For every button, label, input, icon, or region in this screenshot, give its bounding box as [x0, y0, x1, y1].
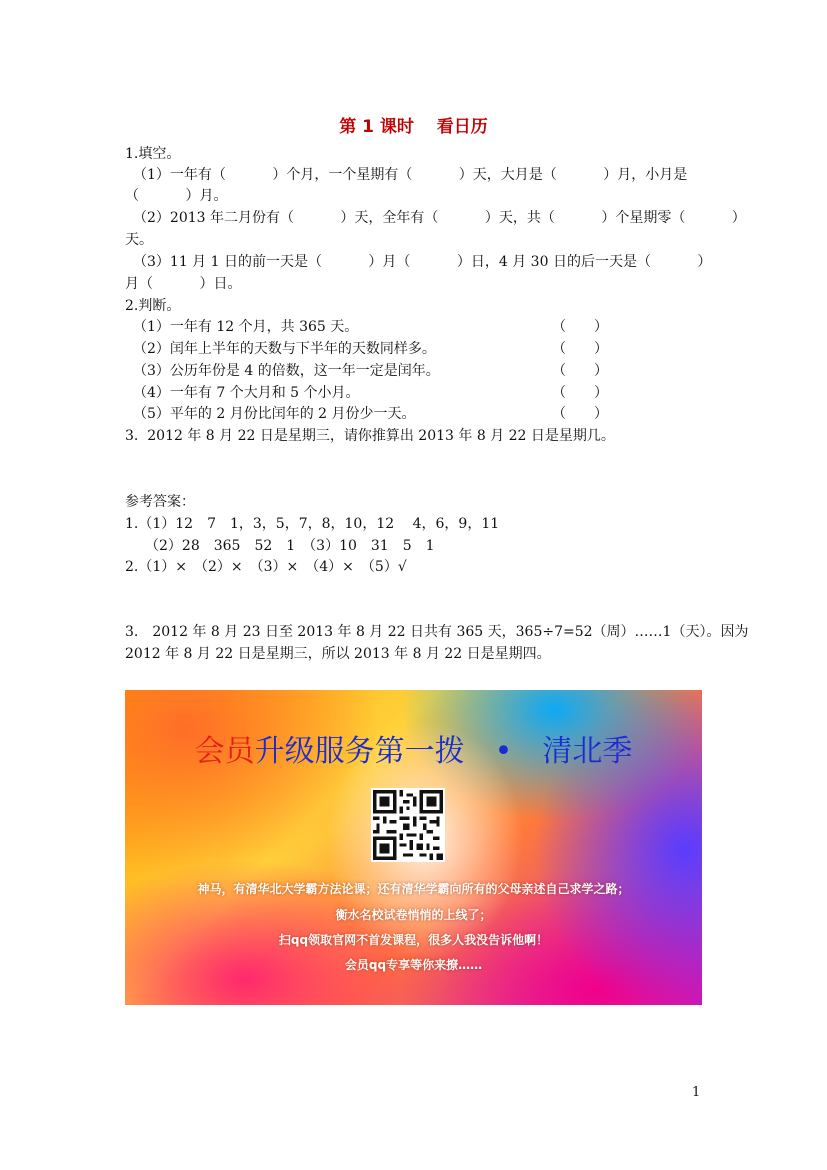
banner-title-red: 会员	[194, 734, 255, 769]
page-number: 1	[692, 1085, 701, 1100]
banner-title-blue: 升级服务第一拨	[254, 734, 465, 769]
judge-item-1: （1）一年有 12 个月，共 365 天。	[133, 319, 359, 335]
banner-text-1: 神马，有清华北大学霸方法论课；还有清华学霸向所有的父母亲述自己求学之路；	[197, 882, 630, 896]
answers-heading: 参考答案：	[125, 494, 195, 510]
qr-code-icon[interactable]	[371, 788, 445, 862]
judge-paren-2: （ ）	[552, 341, 608, 357]
judge-item-2: （2）闰年上半年的天数与下半年的天数同样多。	[133, 341, 436, 357]
answer-1-line2: （2）28 365 52 1 （3）10 31 5 1	[145, 538, 435, 554]
judge-paren-4: （ ）	[552, 385, 608, 401]
answer-3-line1: 3. 2012 年 8 月 23 日至 2013 年 8 月 22 日共有 365 天，365÷7=52（周）……1（天）。因为	[125, 624, 749, 640]
page-title: 第 1 课时 看日历	[339, 117, 488, 137]
banner-title-tail: • 清北季	[464, 734, 633, 769]
q1-line2: （ ）月。	[125, 188, 228, 204]
judge-item-5: （5）平年的 2 月份比闰年的 2 月份少一天。	[133, 406, 416, 422]
section2-heading: 2.判断。	[125, 298, 181, 314]
answer-2: 2.（1）× （2）× （3）× （4）× （5）√	[125, 559, 407, 575]
q1-line1: （1）一年有（ ）个月，一个星期有（ ）天，大月是（ ）月，小月是	[133, 167, 688, 183]
answer-1-line1: 1.（1）12 7 1，3，5，7，8，10，12 4，6，9，11	[125, 516, 500, 532]
promo-banner[interactable]	[125, 690, 702, 1005]
judge-paren-5: （ ）	[552, 406, 608, 422]
q2-line2: 天。	[125, 232, 153, 248]
banner-text-4: 会员qq专享等你来撩……	[344, 958, 483, 972]
q3-line2: 月（ ）日。	[125, 276, 242, 292]
section3-question: 3. 2012 年 8 月 22 日是星期三，请你推算出 2013 年 8 月 22 日是星期几。	[125, 428, 615, 444]
judge-paren-1: （ ）	[552, 319, 608, 335]
banner-text-3: 扫qq领取官网不首发课程，很多人我没告诉他啊！	[278, 933, 549, 947]
section1-heading: 1.填空。	[125, 146, 181, 162]
judge-item-3: （3）公历年份是 4 的倍数，这一年一定是闰年。	[133, 363, 440, 379]
q2-line1: （2）2013 年二月份有（ ）天，全年有（ ）天，共（ ）个星期零（ ）	[133, 210, 746, 226]
banner-text-2: 衡水名校试卷悄悄的上线了；	[335, 908, 492, 922]
banner-title	[125, 726, 702, 770]
judge-paren-3: （ ）	[552, 363, 608, 379]
q3-line1: （3）11 月 1 日的前一天是（ ）月（ ）日，4 月 30 日的后一天是（ ）	[133, 254, 712, 270]
judge-item-4: （4）一年有 7 个大月和 5 个小月。	[133, 385, 360, 401]
answer-3-line2: 2012 年 8 月 22 日是星期三，所以 2013 年 8 月 22 日是星期四。	[125, 646, 551, 662]
